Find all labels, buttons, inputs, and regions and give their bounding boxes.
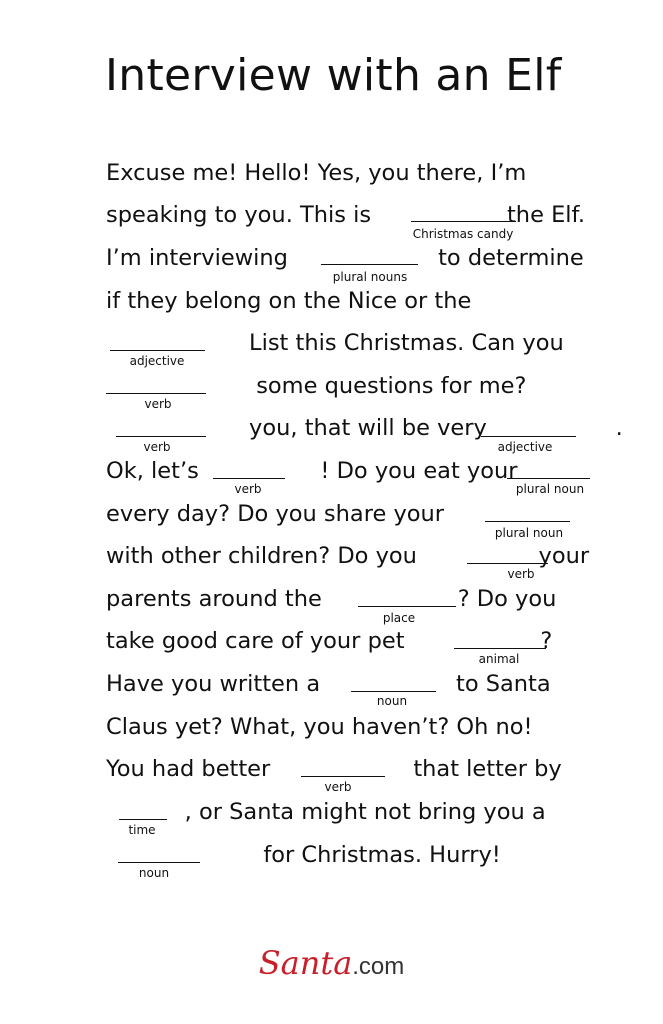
story-line-3: I’m interviewing to determine xyxy=(106,245,584,271)
hint-place: place xyxy=(382,611,416,625)
blank-verb-4[interactable] xyxy=(467,563,548,564)
story-line-6: some questions for me? xyxy=(106,373,527,399)
story-line-9: every day? Do you share your xyxy=(106,501,445,527)
hint-time: time xyxy=(128,823,156,837)
blank-place[interactable] xyxy=(358,606,456,607)
hint-verb-3: verb xyxy=(234,482,262,496)
story-line-17: for Christmas. Hurry! xyxy=(106,842,501,868)
blank-time[interactable] xyxy=(119,819,167,820)
hint-plural-noun-2: plural noun xyxy=(494,526,564,540)
hint-adjective-1: adjective xyxy=(129,354,185,368)
blank-plural-noun-2[interactable] xyxy=(485,521,570,522)
blank-verb-3[interactable] xyxy=(213,478,285,479)
story-line-5: List this Christmas. Can you xyxy=(106,330,564,356)
story-line-8: Ok, let’s ! Do you eat your xyxy=(106,458,518,484)
blank-verb-1[interactable] xyxy=(106,393,206,394)
hint-plural-noun-1: plural noun xyxy=(515,482,585,496)
hint-noun-1: noun xyxy=(376,694,408,708)
hint-noun-2: noun xyxy=(138,866,170,880)
hint-verb-2: verb xyxy=(143,440,171,454)
story-line-15: You had better that letter by xyxy=(106,756,562,782)
story-line-16: , or Santa might not bring you a xyxy=(106,799,546,825)
hint-verb-5: verb xyxy=(324,780,352,794)
hint-adjective-2: adjective xyxy=(497,440,553,454)
story-line-13: Have you written a to Santa xyxy=(106,671,551,697)
story-line-14: Claus yet? What, you haven’t? Oh no! xyxy=(106,714,533,740)
blank-plural-nouns[interactable] xyxy=(321,264,418,265)
blank-animal[interactable] xyxy=(454,648,546,649)
blank-adjective-2[interactable] xyxy=(481,436,576,437)
story-line-4: if they belong on the Nice or the xyxy=(106,288,472,314)
blank-plural-noun-1[interactable] xyxy=(507,478,590,479)
santa-com-logo[interactable] xyxy=(0,944,663,982)
logo-santa-text: Santa xyxy=(258,944,353,982)
story-line-10: with other children? Do you your xyxy=(106,543,590,569)
blank-noun-1[interactable] xyxy=(351,691,436,692)
hint-plural-nouns: plural nouns xyxy=(332,270,408,284)
blank-noun-2[interactable] xyxy=(118,862,200,863)
story-line-12: take good care of your pet ? xyxy=(106,628,553,654)
logo-com-text: .com xyxy=(352,953,405,980)
blank-verb-5[interactable] xyxy=(301,776,385,777)
story-line-1: Excuse me! Hello! Yes, you there, I’m xyxy=(106,160,527,186)
hint-verb-1: verb xyxy=(144,397,172,411)
hint-animal: animal xyxy=(478,652,520,666)
page-title: Interview with an Elf xyxy=(105,50,562,101)
hint-verb-4: verb xyxy=(507,567,535,581)
blank-adjective-1[interactable] xyxy=(110,350,205,351)
blank-christmas-candy[interactable] xyxy=(411,221,516,222)
hint-christmas-candy: Christmas candy xyxy=(412,227,514,241)
story-line-11: parents around the ? Do you xyxy=(106,586,557,612)
blank-verb-2[interactable] xyxy=(116,436,206,437)
story-line-2: speaking to you. This is the Elf. xyxy=(106,202,585,228)
story-line-7: you, that will be very . xyxy=(106,415,623,441)
